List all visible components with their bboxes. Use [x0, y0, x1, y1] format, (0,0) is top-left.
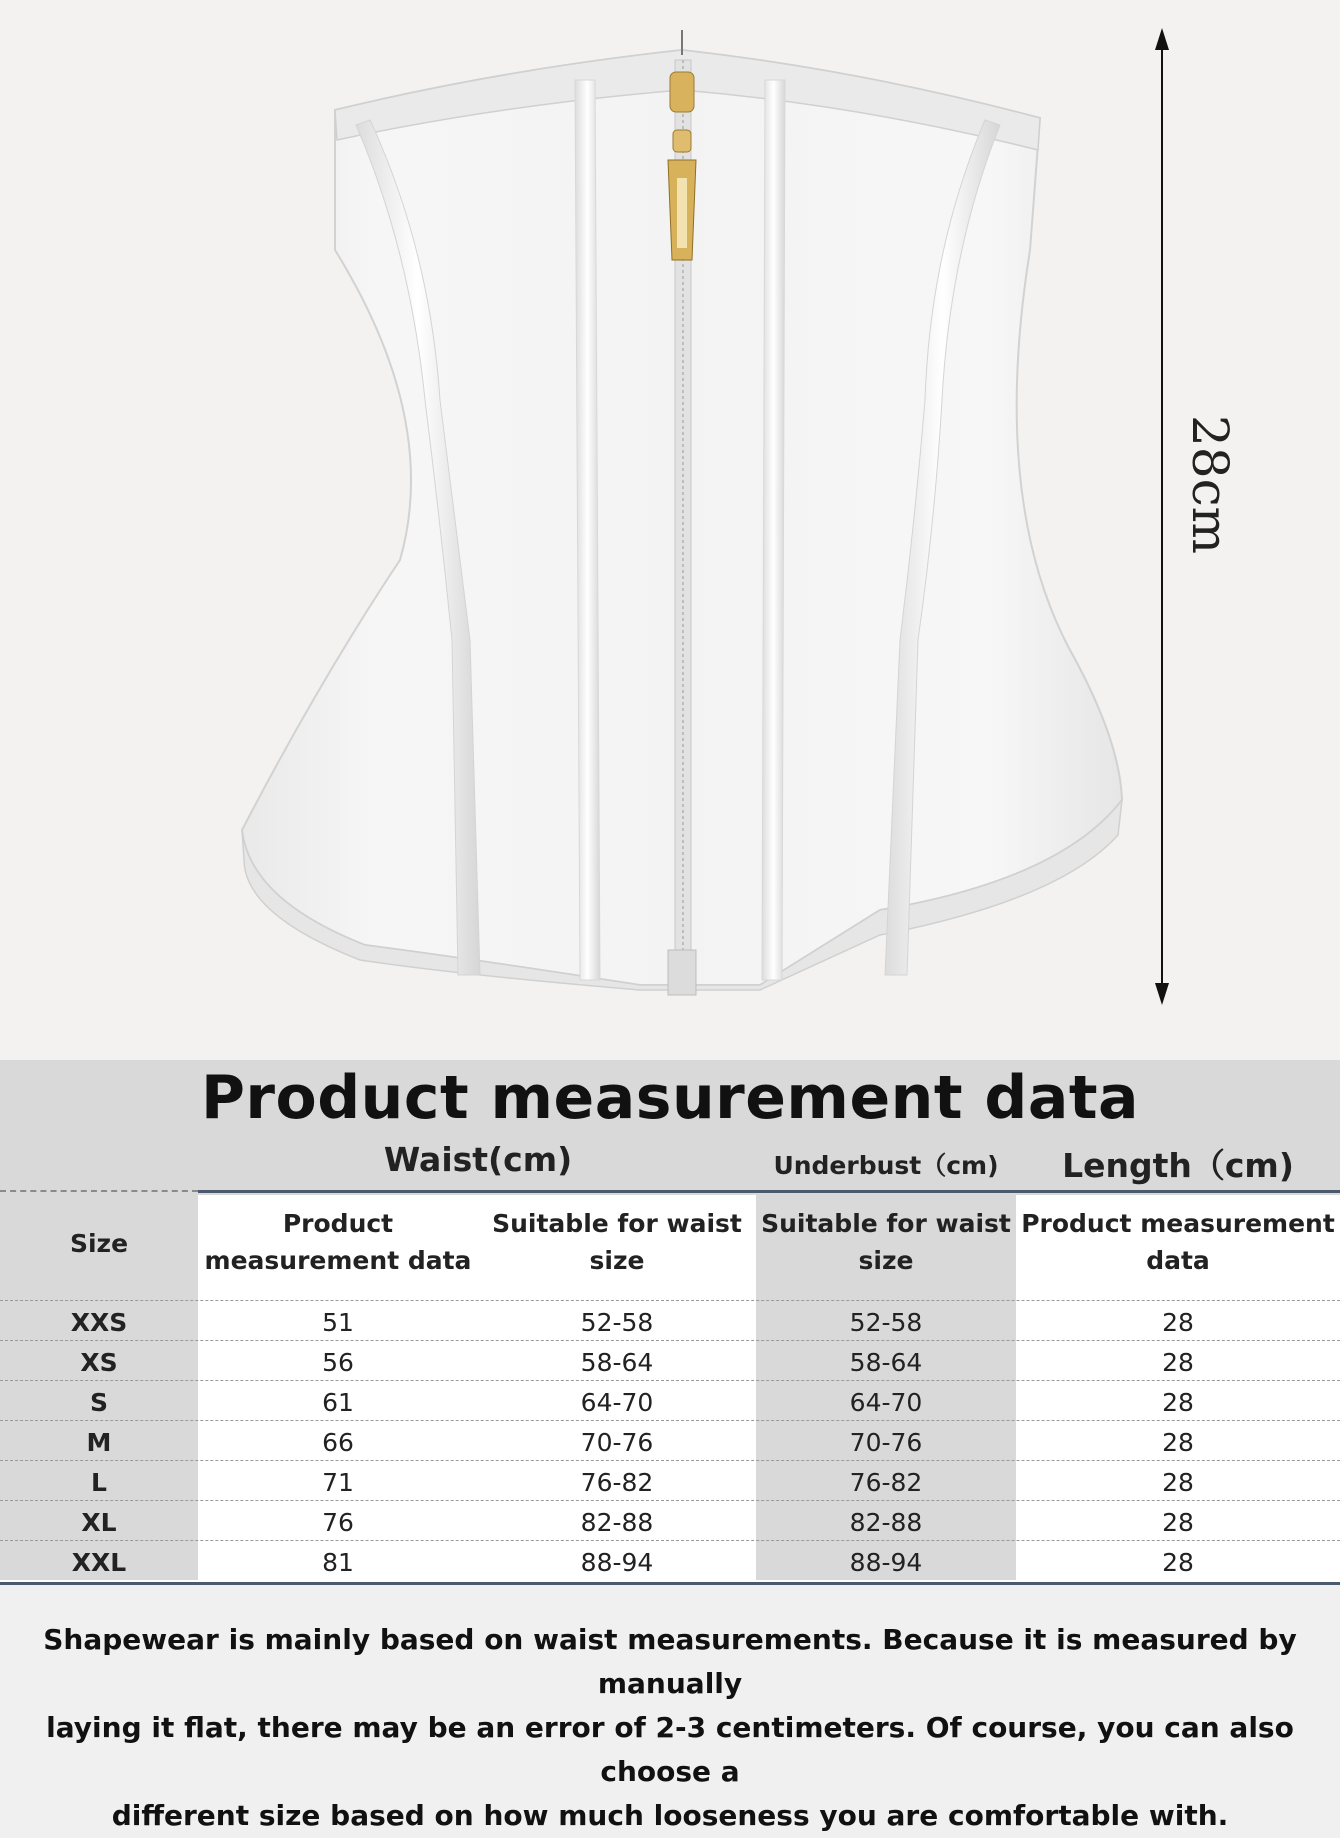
cell-waist-product: 51	[322, 1308, 354, 1337]
cell-waist-product: 61	[322, 1388, 354, 1417]
table-row	[0, 1540, 1340, 1581]
column-header-line: data	[1146, 1246, 1210, 1275]
table-row	[0, 1420, 1340, 1461]
cell-waist-suitable: 70-76	[580, 1428, 654, 1457]
column-header-line: measurement data	[204, 1246, 472, 1275]
cell-length: 28	[1162, 1308, 1194, 1337]
column-header-line: size	[589, 1246, 645, 1275]
cell-underbust: 82-88	[849, 1508, 923, 1537]
cell-waist-suitable: 64-70	[580, 1388, 654, 1417]
cell-waist-suitable: 82-88	[580, 1508, 654, 1537]
table-row	[0, 1340, 1340, 1381]
note-line: different size based on how much looseness you are comfortable with.	[111, 1799, 1229, 1832]
group-header-length: Length（cm)	[1062, 1146, 1294, 1185]
group-header-waist: Waist(cm)	[383, 1140, 573, 1179]
column-header-line: Suitable for waist	[761, 1209, 1011, 1238]
cell-waist-product: 81	[322, 1548, 354, 1577]
measurement-note	[8, 1618, 1332, 1838]
cell-waist-product: 66	[322, 1428, 354, 1457]
table-row	[0, 1300, 1340, 1341]
cell-waist-product: 56	[322, 1348, 354, 1377]
table-row	[0, 1500, 1340, 1541]
cell-size: S	[89, 1388, 108, 1417]
length-dimension-arrow	[1155, 28, 1169, 1005]
column-header-line: Product	[282, 1209, 394, 1238]
column-header-line: Suitable for waist	[492, 1209, 742, 1238]
column-header-waist-product	[198, 1205, 478, 1279]
cell-waist-product: 76	[322, 1508, 354, 1537]
cell-waist-suitable: 52-58	[580, 1308, 654, 1337]
cell-size: XXS	[70, 1308, 128, 1337]
cell-length: 28	[1162, 1548, 1194, 1577]
cell-length: 28	[1162, 1348, 1194, 1377]
cell-underbust: 70-76	[849, 1428, 923, 1457]
cell-size: M	[86, 1428, 112, 1457]
cell-underbust: 52-58	[849, 1308, 923, 1337]
note-line: Shapewear is mainly based on waist measurements. Because it is measured by manually	[43, 1623, 1297, 1700]
column-header-line: size	[858, 1246, 914, 1275]
cell-underbust: 64-70	[849, 1388, 923, 1417]
cell-underbust: 58-64	[849, 1348, 923, 1377]
cell-size: XXL	[71, 1548, 127, 1577]
column-header-line: Product measurement	[1021, 1209, 1335, 1238]
cell-length: 28	[1162, 1388, 1194, 1417]
table-row	[0, 1380, 1340, 1421]
header-divider	[198, 1190, 1340, 1193]
table-row	[0, 1460, 1340, 1501]
cell-length: 28	[1162, 1428, 1194, 1457]
zipper-pull	[668, 72, 696, 260]
cell-underbust: 88-94	[849, 1548, 923, 1577]
column-header-waist-suitable	[478, 1205, 756, 1279]
cell-waist-product: 71	[322, 1468, 354, 1497]
column-header-length-product	[1016, 1205, 1340, 1279]
group-header-underbust: Underbust（cm)	[773, 1151, 999, 1180]
cell-size: XL	[81, 1508, 117, 1537]
note-line: laying it flat, there may be an error of 2-3 centimeters. Of course, you can also choose a	[46, 1711, 1294, 1788]
cell-size: XS	[80, 1348, 118, 1377]
cell-length: 28	[1162, 1508, 1194, 1537]
table-title: Product measurement data	[200, 1063, 1140, 1133]
column-header-size: Size	[69, 1229, 129, 1258]
length-dimension-label: 28cm	[1181, 415, 1239, 555]
cell-size: L	[91, 1468, 107, 1497]
cell-waist-suitable: 58-64	[580, 1348, 654, 1377]
cell-underbust: 76-82	[849, 1468, 923, 1497]
header-divider-left	[0, 1190, 198, 1192]
cell-waist-suitable: 76-82	[580, 1468, 654, 1497]
cell-length: 28	[1162, 1468, 1194, 1497]
cell-waist-suitable: 88-94	[580, 1548, 654, 1577]
column-header-underbust-suitable	[756, 1205, 1016, 1279]
